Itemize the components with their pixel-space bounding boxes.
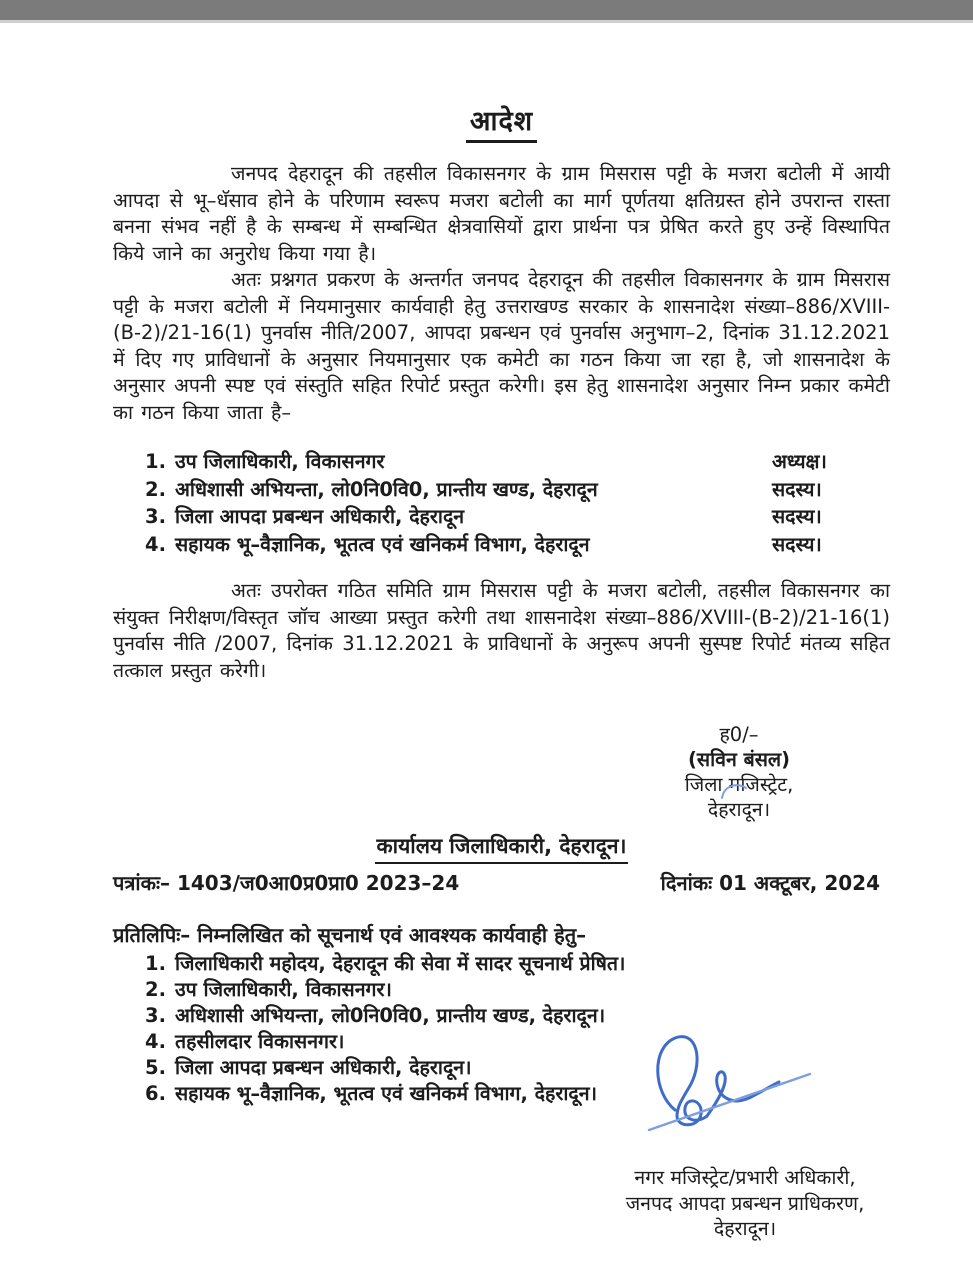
copy-item-number: 4. — [145, 1030, 166, 1053]
committee-member-role: सदस्य। — [772, 505, 822, 528]
copy-item-text: तहसीलदार विकासनगर। — [175, 1030, 345, 1053]
committee-member-name: सहायक भू–वैज्ञानिक, भूतत्व एवं खनिकर्म विभाग, देहरादून — [175, 532, 590, 556]
closing-paragraph: अतः उपरोक्त गठित समिति ग्राम मिसरास पट्टी के मजरा बटोली, तहसील विकासनगर का संयुक्त निरीक्षण/विस्तृत जॉच आख्या प्रस्तुत करेगी तथा शासनादेश संख्या–886/XVIII-(B-2)/21-16(1) पुनर्वास नीति /2007, दिनांक 31.12.2021 के प्राविधानों के अनुरूप अपनी सुस्पष्ट रिपोर्ट मंतव्य सहित तत्काल प्रस्तुत करेगी। — [113, 579, 890, 682]
committee-row — [113, 531, 890, 559]
committee-row — [113, 448, 890, 476]
pen-mark — [720, 780, 750, 802]
committee-member-name: जिला आपदा प्रबन्धन अधिकारी, देहरादून — [175, 505, 465, 528]
copy-item-text: जिलाधिकारी महोदय, देहरादून की सेवा में सादर सूचनार्थ प्रेषित। — [175, 952, 626, 975]
copy-item-text: सहायक भू–वैज्ञानिक, भूतत्व एवं खनिकर्म विभाग, देहरादून। — [175, 1082, 597, 1105]
footer-signatory-line2: जनपद आपदा प्रबन्धन प्राधिकरण, — [625, 1191, 865, 1215]
committee-row-number: 1. — [145, 450, 166, 473]
copy-item-text: उप जिलाधिकारी, विकासनगर। — [175, 978, 392, 1001]
order-title: आदेश — [466, 101, 537, 143]
copy-list-item — [113, 951, 890, 977]
copy-item-number: 5. — [145, 1056, 166, 1079]
committee-row-number: 3. — [145, 505, 166, 528]
committee-row-number: 4. — [145, 532, 166, 556]
document-page — [0, 23, 973, 1242]
committee-member-name: अधिशासी अभियन्ता, लो0नि0वि0, प्रान्तीय खण्ड, देहरादून — [175, 477, 598, 501]
copy-item-text: अधिशासी अभियन्ता, लो0नि0वि0, प्रान्तीय खण्ड, देहरादून। — [175, 1004, 606, 1027]
scan-edge-bar — [0, 0, 973, 23]
letter-number: पत्रांकः– 1403/ज0आ0प्र0प्रा0 2023–24 — [113, 871, 460, 895]
paragraph-2: अतः प्रश्नगत प्रकरण के अन्तर्गत जनपद देहरादून की तहसील विकासनगर के ग्राम मिसरास पट्टी के मजरा बटोली में नियमानुसार कार्यवाही हेतु उत्तराखण्ड सरकार के शासनादेश संख्या–886/XVIII-(B-2)/21-16(1) पुनर्वास नीति/2007, आपदा प्रबन्धन एवं पुनर्वास अनुभाग–2, दिनांक 31.12.2021 में दिए गए प्राविधानों के अनुसार नियमानुसार एक कमेटी का गठन किया जा रहा है, जो शासनादेश के अनुसार अपनी स्पष्ट एवं संस्तुति सहित रिपोर्ट प्रस्तुत करेगी। इस हेतु शासनादेश अनुसार निम्न प्रकार कमेटी का गठन किया जाता है– — [113, 268, 890, 424]
paragraph-1: जनपद देहरादून की तहसील विकासनगर के ग्राम मिसरास पट्टी के मजरा बटोली में आयी आपदा से भू–धॅसाव होने के परिणाम स्वरूप मजरा बटोली का मार्ग पूर्णतया क्षतिग्रस्त होने उपरान्त रास्ता बनना संभव नहीं है के सम्बन्ध में सम्बन्धित क्षेत्रवासियों द्वारा प्रार्थना पत्र प्रेषित करते हुए उन्हें विस्थापित किये जाने का अनुरोध किया गया है। — [113, 162, 890, 265]
committee-row-number: 2. — [145, 477, 166, 501]
committee-member-role: सदस्य। — [772, 477, 822, 501]
letter-meta-row — [113, 869, 890, 896]
letter-date: दिनांकः 01 अक्टूबर, 2024 — [660, 871, 880, 895]
committee-row — [113, 503, 890, 531]
committee-member-role: अध्यक्ष। — [772, 450, 827, 473]
committee-member-name: उप जिलाधिकारी, विकासनगर — [175, 450, 385, 473]
handwritten-signature — [645, 1030, 820, 1140]
footer-signatory-block — [600, 1165, 890, 1242]
copy-list-item — [113, 1003, 890, 1029]
copy-distribution-heading: प्रतिलिपिः– निम्नलिखित को सूचनार्थ एवं आवश्यक कार्यवाही हेतु– — [113, 923, 587, 947]
copy-item-number: 1. — [145, 952, 166, 975]
signed-mark: ह0/– — [719, 723, 759, 746]
copy-item-number: 2. — [145, 978, 166, 1001]
copy-item-number: 3. — [145, 1004, 166, 1027]
footer-signatory-line3: देहरादून। — [713, 1217, 777, 1240]
committee-row — [113, 476, 890, 504]
committee-list — [113, 448, 890, 558]
signature-block — [624, 722, 854, 822]
signatory-name: (सविन बंसल) — [687, 748, 791, 771]
copy-list-item — [113, 977, 890, 1003]
office-heading: कार्यालय जिलाधिकारी, देहरादून। — [375, 832, 629, 864]
footer-signatory-line1: नगर मजिस्ट्रेट/प्रभारी अधिकारी, — [634, 1166, 856, 1189]
signatory-place: देहरादून। — [707, 798, 771, 821]
copy-item-number: 6. — [145, 1082, 166, 1105]
copy-item-text: जिला आपदा प्रबन्धन अधिकारी, देहरादून। — [175, 1056, 472, 1079]
signatory-designation: जिला मजिस्ट्रेट, — [684, 773, 794, 796]
committee-member-role: सदस्य। — [772, 532, 822, 556]
